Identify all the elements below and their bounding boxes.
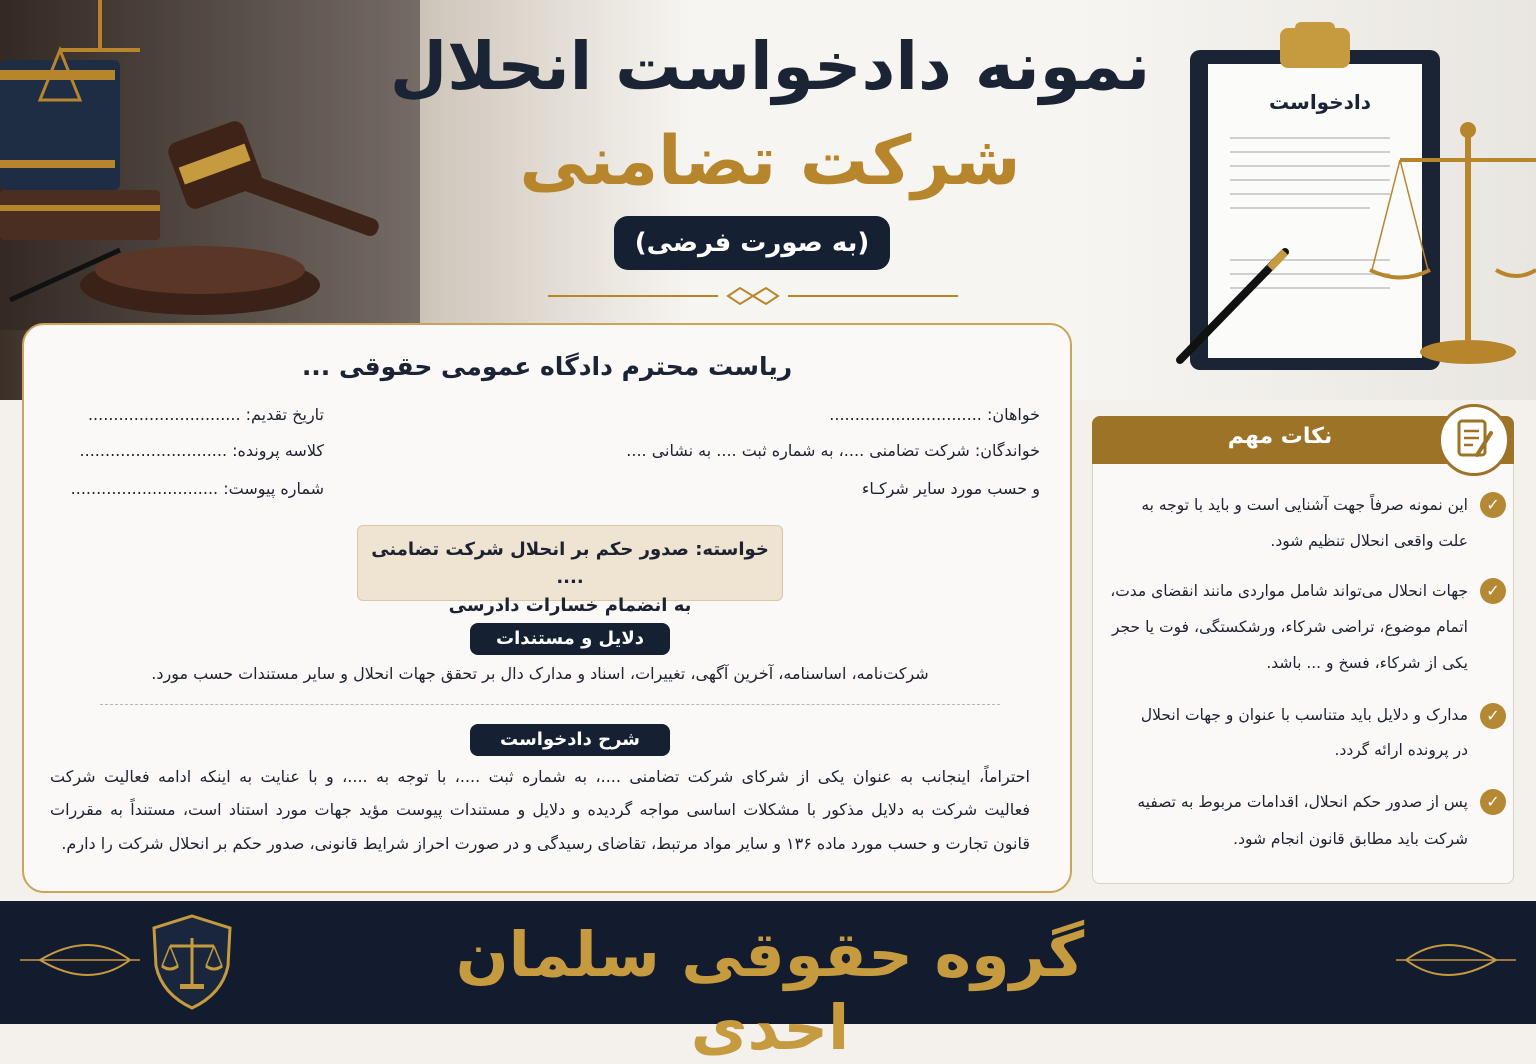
footer-ornament-right: [1396, 920, 1516, 1000]
description-line-3: قانون تجارت و حسب مورد ماده ۱۳۶ و سایر مواد مرتبط، تقاضای رسیدگی و در صورت احراز شرایط قانونی، صدور حکم بر انحلال شرکت را دارم.: [61, 834, 1030, 853]
court-title: ریاست محترم دادگاه عمومی حقوقی ...: [301, 352, 793, 381]
footer-brand: گروه حقوقی سلمان احدی: [455, 918, 1085, 1064]
note-4-line-2: شرکت باید مطابق قانون انجام شود.: [1233, 830, 1468, 848]
notes-card: [1092, 416, 1514, 884]
notes-title: نکات مهم: [1227, 424, 1333, 449]
page-title: نمونه دادخواست انحلال: [389, 28, 1151, 105]
description-line-1: احتراماً، اینجانب به عنوان یکی از شرکای شرکت تضامنی ....، به شماره ثبت ....، با توجه به ....، و با عنایت به اینکه ادامه فعالیت شرکت: [50, 767, 1030, 786]
ornament-divider: [548, 284, 958, 308]
page-title-secondary: شرکت تضامنی: [519, 122, 1021, 201]
request-line-1: خواسته: صدور حکم بر انحلال شرکت تضامنی ....: [371, 539, 769, 588]
note-3-line-1: مدارک و دلایل باید متناسب با عنوان و جهات انحلال: [1140, 706, 1468, 724]
scale-shield-logo: [142, 912, 242, 1012]
clipboard-and-scale-illustration: [1150, 20, 1536, 380]
attachment-number-field: شماره پیوست: .............................: [70, 479, 324, 498]
defendants-field: خواندگان: شرکت تضامنی ....، به شماره ثبت .... به نشانی ....: [626, 441, 1040, 460]
subtitle-badge: (به صورت فرضی): [614, 216, 890, 270]
check-icon: ✓: [1480, 789, 1506, 815]
plaintiff-field: خواهان: ..............................: [829, 405, 1040, 424]
note-4-line-1: پس از صدور حکم انحلال، اقدامات مربوط به تصفیه: [1137, 793, 1468, 811]
note-1-line-1: این نمونه صرفاً جهت آشنایی است و باید با توجه به: [1141, 496, 1468, 514]
case-class-field: کلاسه پرونده: .............................: [79, 441, 324, 460]
check-icon: ✓: [1480, 703, 1506, 729]
defendants-continued: و حسب مورد سایر شرکـاء: [861, 479, 1040, 498]
evidence-text: شرکت‌نامه، اساسنامه، آخرین آگهی، تغییرات، اسناد و مدارک دال بر تحقق جهات انحلال و سایر مستندات حسب مورد.: [151, 664, 929, 683]
request-line-2: به انضمام خسارات دادرسی: [448, 595, 692, 616]
note-3-line-2: در پرونده ارائه گردد.: [1334, 741, 1468, 759]
note-2-line-2: اتمام موضوع، تراضی شرکاء، ورشکستگی، فوت یا حجر: [1112, 618, 1468, 636]
description-section-title: شرح دادخواست: [470, 724, 670, 756]
section-divider: [100, 704, 1000, 705]
note-2-line-1: جهات انحلال می‌تواند شامل مواردی مانند انقضای مدت،: [1110, 582, 1468, 600]
note-1-line-2: علت واقعی انحلال تنظیم شود.: [1270, 532, 1468, 550]
evidence-section-title: دلایل و مستندات: [470, 623, 670, 655]
submit-date-field: تاریخ تقدیم: ..............................: [87, 405, 324, 424]
description-line-2: فعالیت شرکت به دلایل مذکور با مشکلات اساسی مواجه گردیده و دلایل و مستندات پیوست مؤید جهات مورد استناد است، مستنداً به مقررات: [50, 800, 1030, 819]
clipboard-label: دادخواست: [1268, 90, 1372, 114]
request-box: [357, 525, 783, 616]
check-icon: ✓: [1480, 578, 1506, 604]
check-icon: ✓: [1480, 492, 1506, 518]
footer-ornament-left: [20, 920, 140, 1000]
document-edit-icon: [1438, 404, 1510, 476]
note-2-line-3: یکی از شرکاء، فسخ و ... باشد.: [1266, 654, 1468, 672]
